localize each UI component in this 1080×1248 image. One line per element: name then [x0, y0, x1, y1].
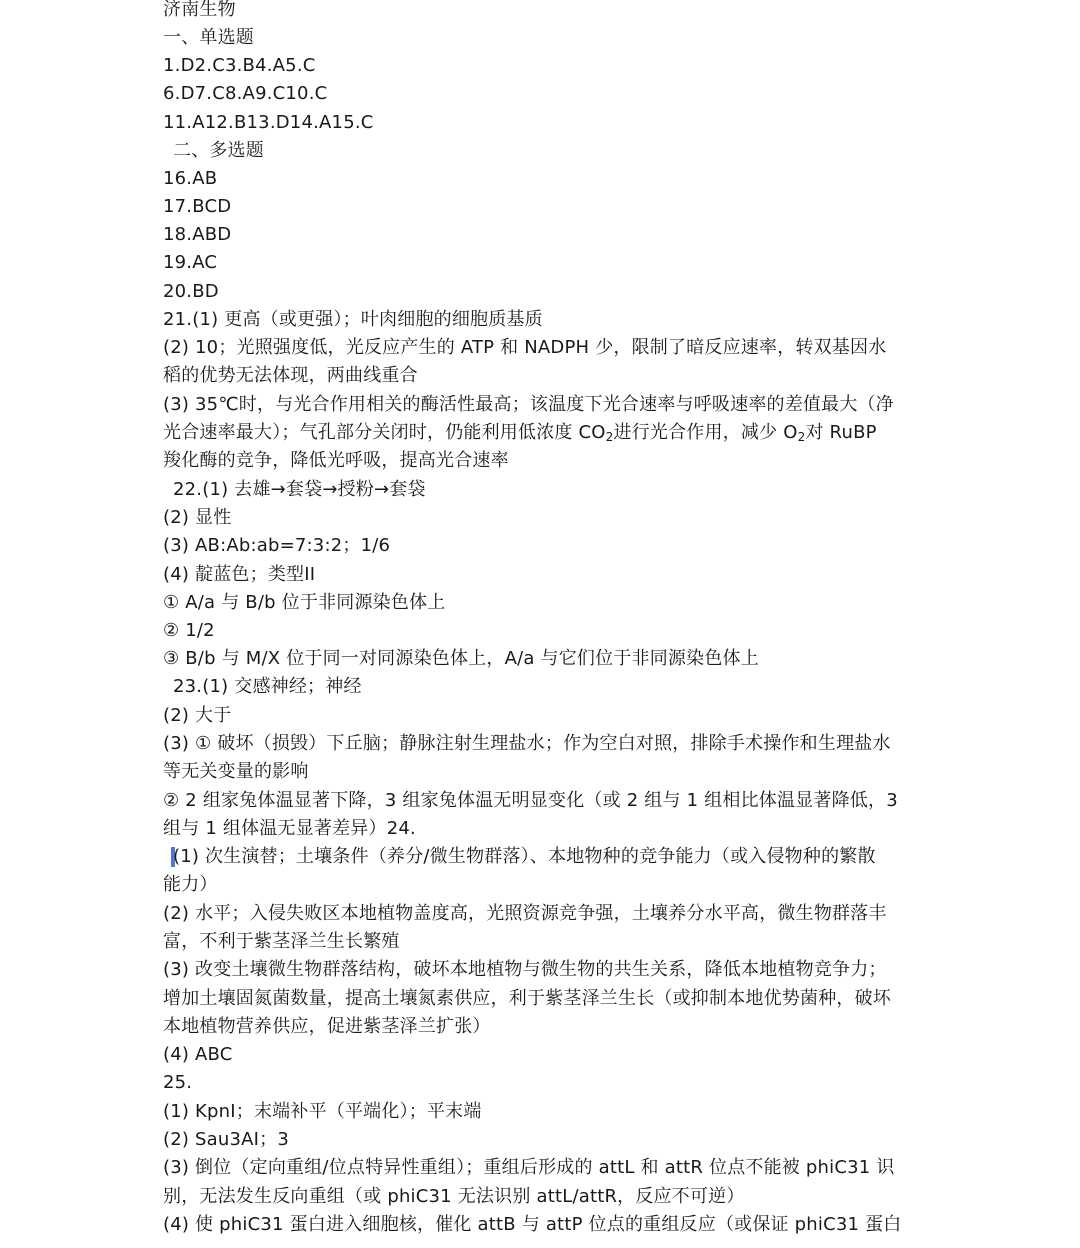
q22-line: ② 1/2 [163, 620, 215, 641]
q22-line: ③ B/b 与 M/X 位于同一对同源染色体上，A/a 与它们位于非同源染色体上 [163, 648, 759, 669]
section-heading-single-choice: 一、单选题 [163, 27, 254, 48]
q24-line: 本地植物营养供应，促进紫茎泽兰扩张） [163, 1016, 491, 1037]
q24-line: (1) 次生演替；土壤条件（养分/微生物群落）、本地物种的竞争能力（或入侵物种的繁散 [173, 846, 876, 867]
q25-line: (2) Sau3AI；3 [163, 1129, 290, 1150]
document-title: 济南生物 [163, 0, 236, 20]
answer-row: 20.BD [163, 281, 219, 302]
q23-line: 23.(1) 交感神经；神经 [173, 676, 362, 697]
q21-line: 羧化酶的竞争，降低光呼吸，提高光合速率 [163, 450, 509, 471]
q21-line: 稻的优势无法体现，两曲线重合 [163, 365, 418, 386]
q24-line: 能力） [163, 874, 218, 895]
q25-line: (4) 使 phiC31 蛋白进入细胞核，催化 attB 与 attP 位点的重组反应（或保证 phiC31 蛋白 [163, 1214, 902, 1235]
answer-row: 17.BCD [163, 196, 232, 217]
q24-line: 增加土壤固氮菌数量，提高土壤氮素供应，利于紫茎泽兰生长（或抑制本地优势菌种，破坏 [163, 988, 891, 1009]
q22-line: 22.(1) 去雄→套袋→授粉→套袋 [173, 479, 426, 500]
q21-line-co2 [163, 421, 877, 445]
q22-line: (3) AB:Ab:ab=7:3:2；1/6 [163, 535, 391, 556]
q24-line: (4) ABC [163, 1044, 233, 1065]
subscript: 2 [605, 430, 614, 444]
q23-line: (2) 大于 [163, 705, 232, 726]
answer-row: 18.ABD [163, 224, 232, 245]
answer-row: 19.AC [163, 252, 218, 273]
answer-row: 6.D7.C8.A9.C10.C [163, 83, 328, 104]
q24-line: (3) 改变土壤微生物群落结构，破坏本地植物与微生物的共生关系，降低本地植物竞争力； [163, 959, 887, 980]
q22-line: ① A/a 与 B/b 位于非同源染色体上 [163, 592, 446, 613]
q21-text: 进行光合作用，减少 O [613, 422, 798, 443]
q25-line: (3) 倒位（定向重组/位点特异性重组）；重组后形成的 attL 和 attR 位点不能被 phiC31 识 [163, 1157, 895, 1178]
q25-heading: 25. [163, 1072, 193, 1093]
q21-line: (2) 10；光照强度低，光反应产生的 ATP 和 NADPH 少，限制了暗反应速率，转双基因水 [163, 337, 887, 358]
q21-line: (3) 35℃时，与光合作用相关的酶活性最高；该温度下光合速率与呼吸速率的差值最大（净 [163, 394, 894, 415]
q23-line: 等无关变量的影响 [163, 761, 309, 782]
section-heading-multiple-choice: 二、多选题 [173, 140, 264, 161]
q21-line: 21.(1) 更高（或更强）；叶肉细胞的细胞质基质 [163, 309, 543, 330]
q24-line: (2) 水平；入侵失败区本地植物盖度高，光照资源竞争强，土壤养分水平高，微生物群落丰 [163, 903, 887, 924]
q25-line: 别，无法发生反向重组（或 phiC31 无法识别 attL/attR，反应不可逆） [163, 1186, 745, 1207]
q24-line: 富，不利于紫茎泽兰生长繁殖 [163, 931, 400, 952]
q23-line: (3) ① 破坏（损毁）下丘脑；静脉注射生理盐水；作为空白对照，排除手术操作和生理盐水 [163, 733, 891, 754]
q25-line: (1) KpnI；末端补平（平端化）；平末端 [163, 1101, 482, 1122]
answer-row: 1.D2.C3.B4.A5.C [163, 55, 316, 76]
q23-line: 组与 1 组体温无显著差异）24. [163, 818, 416, 839]
q21-text: 光合速率最大）；气孔部分关闭时，仍能利用低浓度 CO [163, 422, 606, 443]
answer-row: 16.AB [163, 168, 218, 189]
q23-line: ② 2 组家兔体温显著下降，3 组家兔体温无明显变化（或 2 组与 1 组相比体温显著降低，3 [163, 790, 898, 811]
q22-line: (4) 靛蓝色；类型II [163, 564, 316, 585]
answer-row: 11.A12.B13.D14.A15.C [163, 112, 374, 133]
q21-text: 对 RuBP [805, 422, 877, 443]
subscript: 2 [797, 430, 806, 444]
q22-line: (2) 显性 [163, 507, 232, 528]
